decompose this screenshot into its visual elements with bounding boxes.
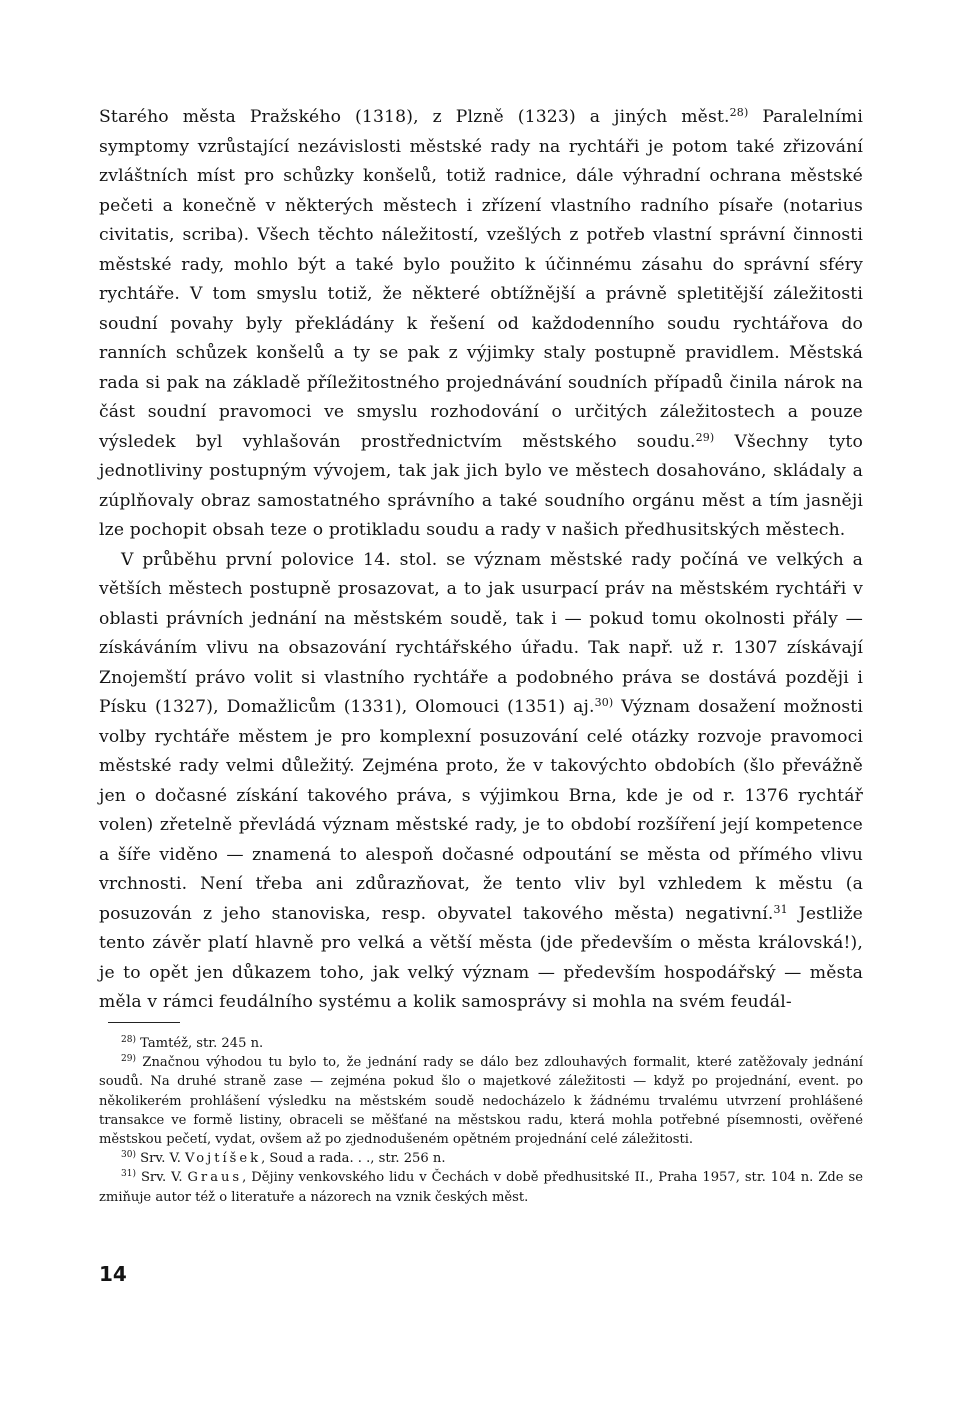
footnotes — [99, 1034, 863, 1207]
footnote-29 — [99, 1053, 863, 1149]
footnote-text: , Soud a rada. . ., str. 256 n. — [261, 1151, 446, 1167]
footnote-ref-30: 30) — [594, 696, 614, 709]
footnote-separator — [108, 1022, 180, 1023]
text-segment: Všechny tyto jednotliviny postupným vývojem, tak jak jich bylo ve městech dosahováno, skládaly a zúplňovaly obraz samostatného správního a také soudního orgánu měst a tím jasněji lze pochopit obsah teze o protikladu soudu a rady v našich předhusitských městech. — [99, 431, 863, 540]
footnote-text: Srv. V. — [135, 1170, 188, 1186]
footnote-28 — [99, 1034, 863, 1053]
text-segment: V průběhu první polovice 14. stol. se význam městské rady počíná ve velkých a větších městech postupně prosazovat, a to jak usurpací práv na městském rychtáři v oblasti právních jednání na městském soudě, tak i — pokud tomu okolnosti přály — získáváním vlivu na obsazování rychtářského úřadu. Tak např. už r. 1307 získávají Znojemští právo volit si vlastního rychtáře a podobného práva se dostává později i Písku (1327), Domažlicům (1331), Olomouci (1351) aj. — [99, 549, 863, 717]
footnote-number: 29) — [121, 1054, 136, 1065]
author-name: Vojtíšek — [185, 1151, 262, 1167]
footnote-number: 31) — [121, 1169, 136, 1180]
footnote-text: Tamtéž, str. 245 n. — [135, 1036, 264, 1051]
paragraph-2 — [99, 546, 863, 1018]
footnote-ref-28: 28) — [729, 106, 749, 119]
footnote-ref-31: 31 — [773, 902, 788, 916]
main-text — [99, 103, 863, 1018]
footnote-text: Srv. V. — [135, 1151, 186, 1167]
footnote-number: 28) — [121, 1035, 136, 1045]
footnote-text: Značnou výhodou tu bylo to, že jednání rady se dálo bez zdlouhavých formalit, které zatěžovaly jednání soudů. Na druhé straně zase — zejména pokud šlo o majetkové záležitosti — když po projednání, event. po několikerém prohlášení výsledku na městském soudě nedocházelo k žádnému trvalému utvrzení prohlášené transakce ve formě listiny, obraceli se měšťané na městskou radu, která mohla potřebné písemnosti, ověřené městskou pečetí, vydat, ovšem až po zjednodušeném opětném projednání celé záležitosti. — [99, 1055, 863, 1148]
page-number: 14 — [99, 1262, 127, 1286]
text-segment: Význam dosažení možnosti volby rychtáře městem je pro komplexní posuzování celé otázky rozvoje pravomoci městské rady velmi důležitý. Zejména proto, že v takovýchto obdobích (šlo převážně jen o dočasné získání takového práva, s výjimkou Brna, kde je od r. 1376 rychtář volen) zřetelně převládá význam městské rady, je to období rozšíření její kompetence a šíře viděno — znamená to alespoň dočasné odpoutání se města od přímého vlivu vrchnosti. Není třeba ani zdůrazňovat, že tento vliv byl vzhledem k městu (a posuzován z jeho stanoviska, resp. obyvatel takového města) negativní. — [99, 697, 863, 924]
footnote-text: , Dějiny venkovského lidu v Čechách v době předhusitské II., Praha 1957, str. 104 n. Zde se zmiňuje autor též o literatuře a názorech na vznik českých měst. — [99, 1170, 863, 1205]
footnote-ref-29: 29) — [695, 430, 715, 444]
footnote-number: 30) — [121, 1150, 136, 1161]
paragraph-1 — [99, 103, 863, 546]
author-name: Graus — [187, 1170, 243, 1186]
text-segment: Paralelními symptomy vzrůstající nezávislosti městské rady na rychtáři je potom také zřizování zvláštních míst pro schůzky konšelů, totiž radnice, dále výhradní ochrana městské pečeti a konečně v některých městech i zřízení vlastního radního písaře (notarius civitatis, scriba). Všech těchto náležitostí, vzešlých z potřeb vlastní správní činnosti městské rady, mohlo být a také bylo použito k účinnému zásahu do správní sféry rychtáře. V tom smyslu totiž, že některé obtížnější a právně spletitější záležitosti soudní povahy byly překládány k řešení od každodenního soudu rychtářova do ranních schůzek konšelů a ty se pak z výjimky staly postupně pravidlem. Městská rada si pak na základě příležitostného projednávání soudních případů činila nárok na část soudní pravomoci ve smyslu rozhodování o určitých záležitostech a pouze výsledek byl vyhlašován prostřednictvím městského soudu. — [99, 107, 863, 452]
text-segment: Starého města Pražského (1318), z Plzně (1323) a jiných měst. — [99, 107, 730, 127]
footnote-30 — [99, 1149, 863, 1168]
text-segment: Jestliže tento závěr platí hlavně pro velká a větší města (jde především o města královská!), je to opět jen důkazem toho, jak velký význam — především hospodářský — města měla v rámci feudálního systému a kolik samosprávy si mohla na svém feudál- — [99, 903, 863, 1012]
footnote-31 — [99, 1168, 863, 1206]
